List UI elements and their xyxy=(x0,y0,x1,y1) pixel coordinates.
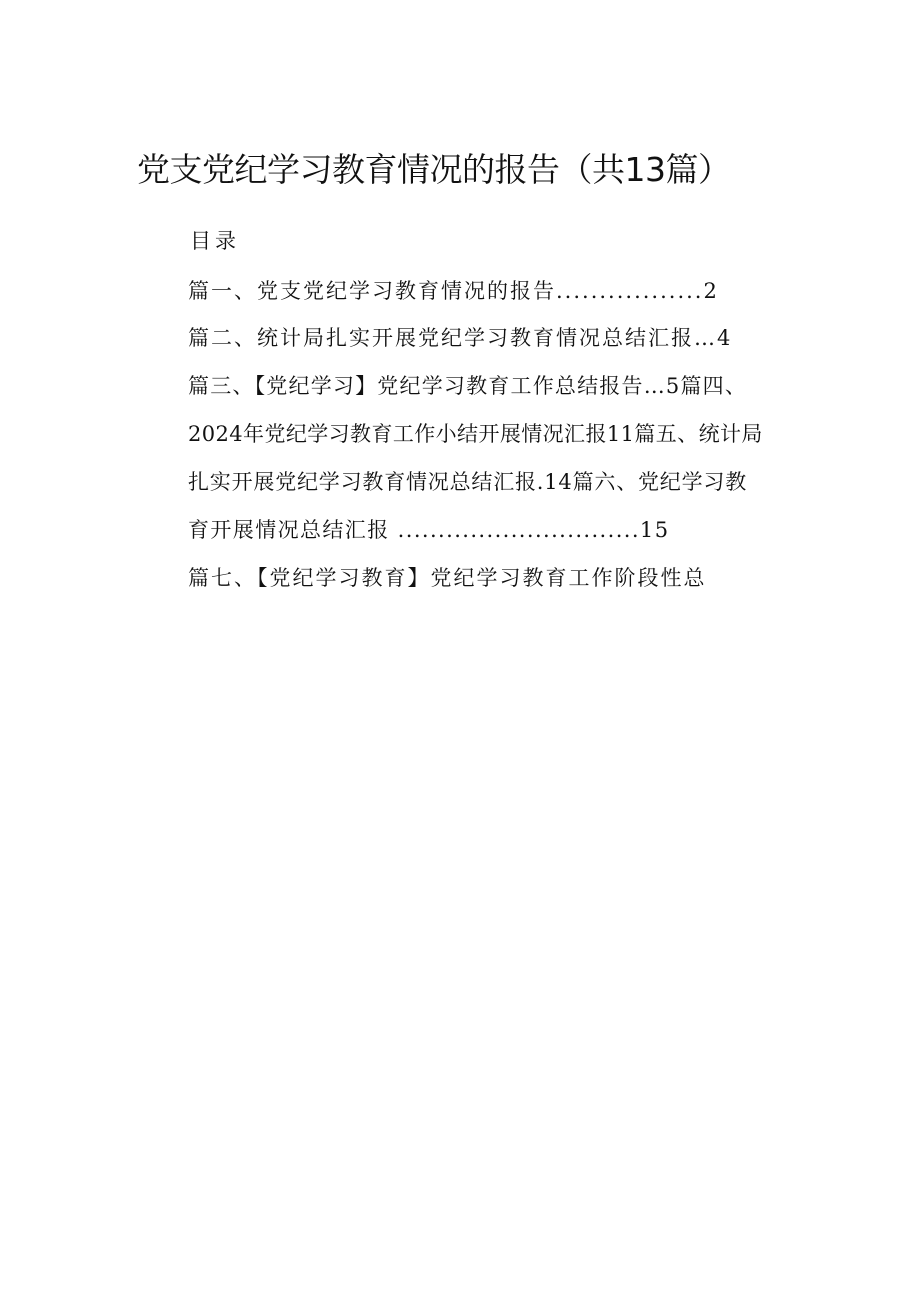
toc-line: 篇三、【党纪学习】党纪学习教育工作总结报告…5篇四、 xyxy=(188,374,748,398)
toc-line: 2024年党纪学习教育工作小结开展情况汇报11篇五、统计局 xyxy=(188,422,763,446)
toc-line: 育开展情况总结汇报 ..............................15 xyxy=(188,518,670,542)
toc-line: 篇一、党支党纪学习教育情况的报告.................2 xyxy=(188,279,719,303)
document-title: 党支党纪学习教育情况的报告（共13篇） xyxy=(137,150,731,189)
toc-line: 篇七、【党纪学习教育】党纪学习教育工作阶段性总 xyxy=(188,566,707,590)
toc-line: 篇二、统计局扎实开展党纪学习教育情况总结汇报…4 xyxy=(188,326,733,350)
toc-heading: 目录 xyxy=(190,229,240,253)
toc-line: 扎实开展党纪学习教育情况总结汇报.14篇六、党纪学习教 xyxy=(188,470,747,494)
